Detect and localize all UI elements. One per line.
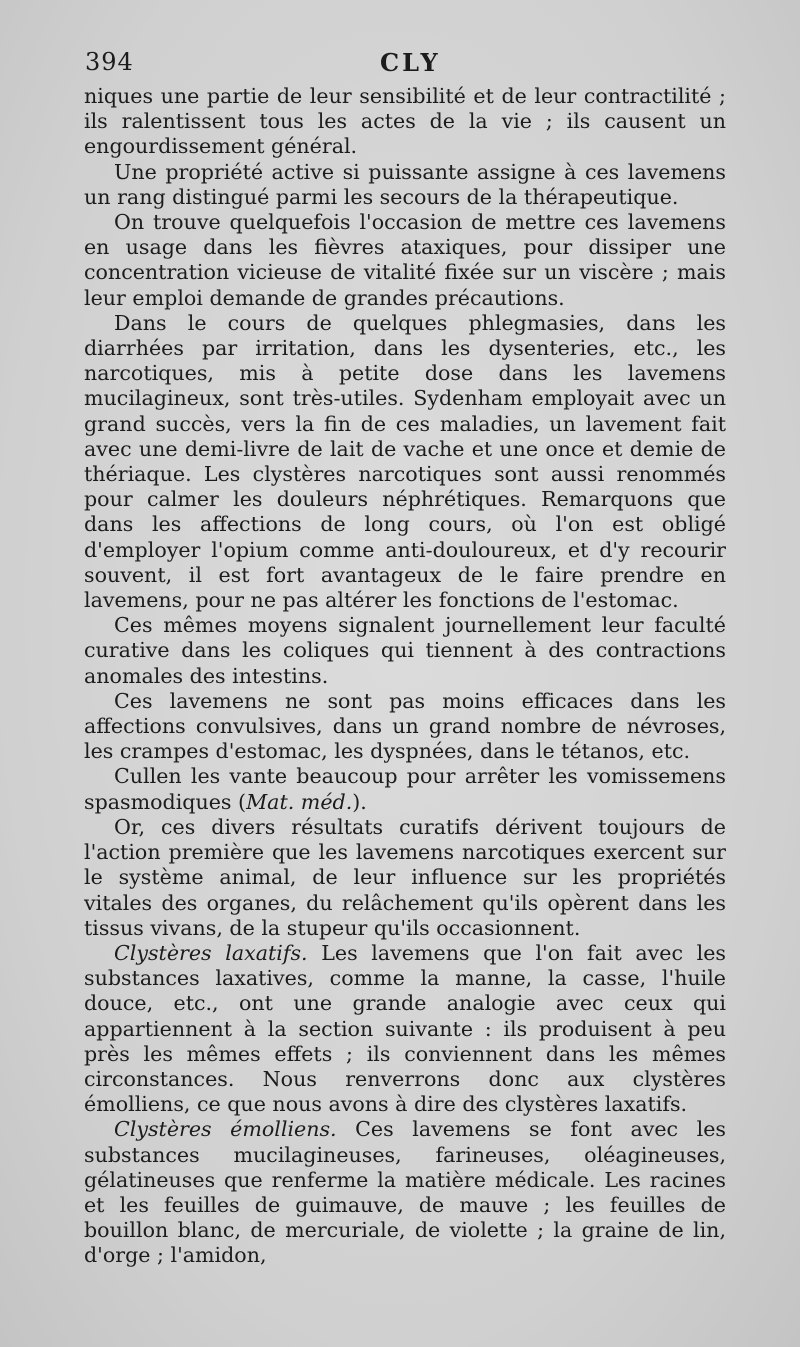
paragraph-text: Ces lavemens se font avec les substances mucilagineuses, farineuses, oléagineuses, gélatineuses que renferme la matière médicale. Les racines et les feuilles de guimauve, de mauve ; les feuilles de bouillon blanc, de mercuriale, de violette ; la graine de lin, d'orge ; l'amidon, bbox=[84, 1117, 726, 1268]
paragraph-text: ). bbox=[352, 789, 367, 814]
paragraph: niques une partie de leur sensibilité et de leur contractilité ; ils ralentissent tous les actes de la vie ; ils causent un engourdissement général. bbox=[84, 84, 726, 159]
paragraph bbox=[84, 764, 726, 814]
paragraph: On trouve quelquefois l'occasion de mettre ces lavemens en usage dans les fièvres ataxiques, pour dissiper une concentration vicieuse de vitalité fixée sur un viscère ; mais leur emploi demande de grandes précautions. bbox=[84, 210, 726, 310]
paragraph: Une propriété active si puissante assigne à ces lavemens un rang distingué parmi les secours de la thérapeutique. bbox=[84, 159, 726, 209]
page-number: 394 bbox=[85, 48, 134, 76]
citation-italic: Mat. méd. bbox=[246, 789, 353, 814]
paragraph: Ces lavemens ne sont pas moins efficaces dans les affections convulsives, dans un grand nombre de névroses, les crampes d'estomac, les dyspnées, dans le tétanos, etc. bbox=[84, 688, 726, 764]
section-heading-italic: Clystères laxatifs. bbox=[114, 940, 308, 965]
paragraph bbox=[84, 941, 726, 1117]
paragraph: Dans le cours de quelques phlegmasies, dans les diarrhées par irritation, dans les dysenteries, etc., les narcotiques, mis à petite dose dans les lavemens mucilagineux, sont très-utiles. Sydenham employait avec un grand succès, vers la fin de ces maladies, un lavement fait avec une demi-livre de lait de vache et une once et demie de thériaque. Les clystères narcotiques sont aussi renommés pour calmer les douleurs néphrétiques. Remarquons que dans les affections de long cours, où l'on est obligé d'employer l'opium comme anti-douloureux, et d'y recourir souvent, il est fort avantageux de le faire prendre en lavemens, pour ne pas altérer les fonctions de l'estomac. bbox=[84, 310, 726, 613]
paragraph: Ces mêmes moyens signalent journellement leur faculté curative dans les coliques qui tiennent à des contractions anomales des intestins. bbox=[84, 613, 726, 688]
paragraph-text: Cullen les vante beaucoup pour arrêter les vomissemens spasmodiques ( bbox=[84, 764, 726, 814]
page-header bbox=[85, 48, 725, 84]
paragraph bbox=[84, 1117, 726, 1268]
section-heading-italic: Clystères émolliens. bbox=[114, 1117, 337, 1142]
body-text bbox=[84, 84, 726, 1269]
running-head: CLY bbox=[380, 48, 441, 77]
paragraph-text: Les lavemens que l'on fait avec les substances laxatives, comme la manne, la casse, l'huile douce, etc., ont une grande analogie avec ceux qui appartiennent à la section suivante : ils produisent à peu près les mêmes effets ; ils conviennent dans les mêmes circonstances. Nous renverrons donc aux clystères émolliens, ce que nous avons à dire des clystères laxatifs. bbox=[84, 940, 726, 1117]
paragraph: Or, ces divers résultats curatifs dérivent toujours de l'action première que les lavemens narcotiques exercent sur le système animal, de leur influence sur les propriétés vitales des organes, du relâchement qu'ils opèrent dans les tissus vivans, de la stupeur qu'ils occasionnent. bbox=[84, 814, 726, 940]
